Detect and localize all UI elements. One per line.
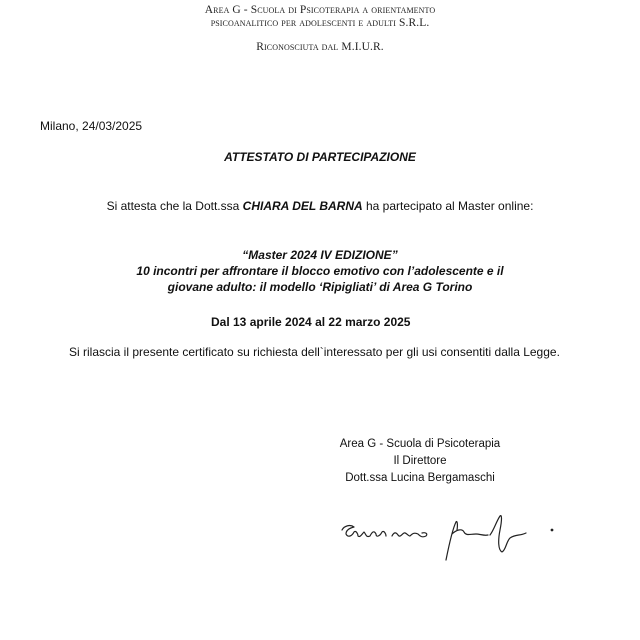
handwritten-signature [330, 500, 570, 570]
attestation-statement [0, 199, 640, 213]
signature-block [300, 436, 540, 487]
attestation-prefix: Si attesta che la Dott.ssa [106, 199, 243, 213]
document-title: ATTESTATO DI PARTECIPAZIONE [224, 150, 416, 164]
place-date: Milano, 24/03/2025 [40, 119, 143, 133]
participant-name: CHIARA DEL BARNA [242, 199, 363, 213]
course-period: Dal 13 aprile 2024 al 22 marzo 2025 [211, 315, 411, 329]
course-title: “Master 2024 IV EDIZIONE” [242, 248, 398, 262]
signature-role: Il Direttore [393, 455, 447, 467]
letterhead-recognition: Riconosciuta dal M.I.U.R. [256, 41, 384, 53]
course-line-1: 10 incontri per affrontare il blocco emotivo con l’adolescente e il [136, 264, 504, 278]
attestation-suffix: ha partecipato al Master online: [362, 199, 534, 213]
signature-name: Dott.ssa Lucina Bergamaschi [345, 472, 495, 484]
course-line-2: giovane adulto: il modello ‘Ripigliati’ di Area G Torino [167, 280, 473, 294]
course-description [0, 247, 640, 295]
letterhead-line-2: psicoanalitico per adolescenti e adulti S.R.L. [210, 17, 430, 29]
release-note: Si rilascia il presente certificato su richiesta dell`interessato per gli usi consentiti dalla Legge. [69, 345, 560, 359]
signature-org: Area G - Scuola di Psicoterapia [339, 438, 501, 450]
letterhead-line-1: Area G - Scuola di Psicoterapia a orientamento [204, 4, 436, 16]
